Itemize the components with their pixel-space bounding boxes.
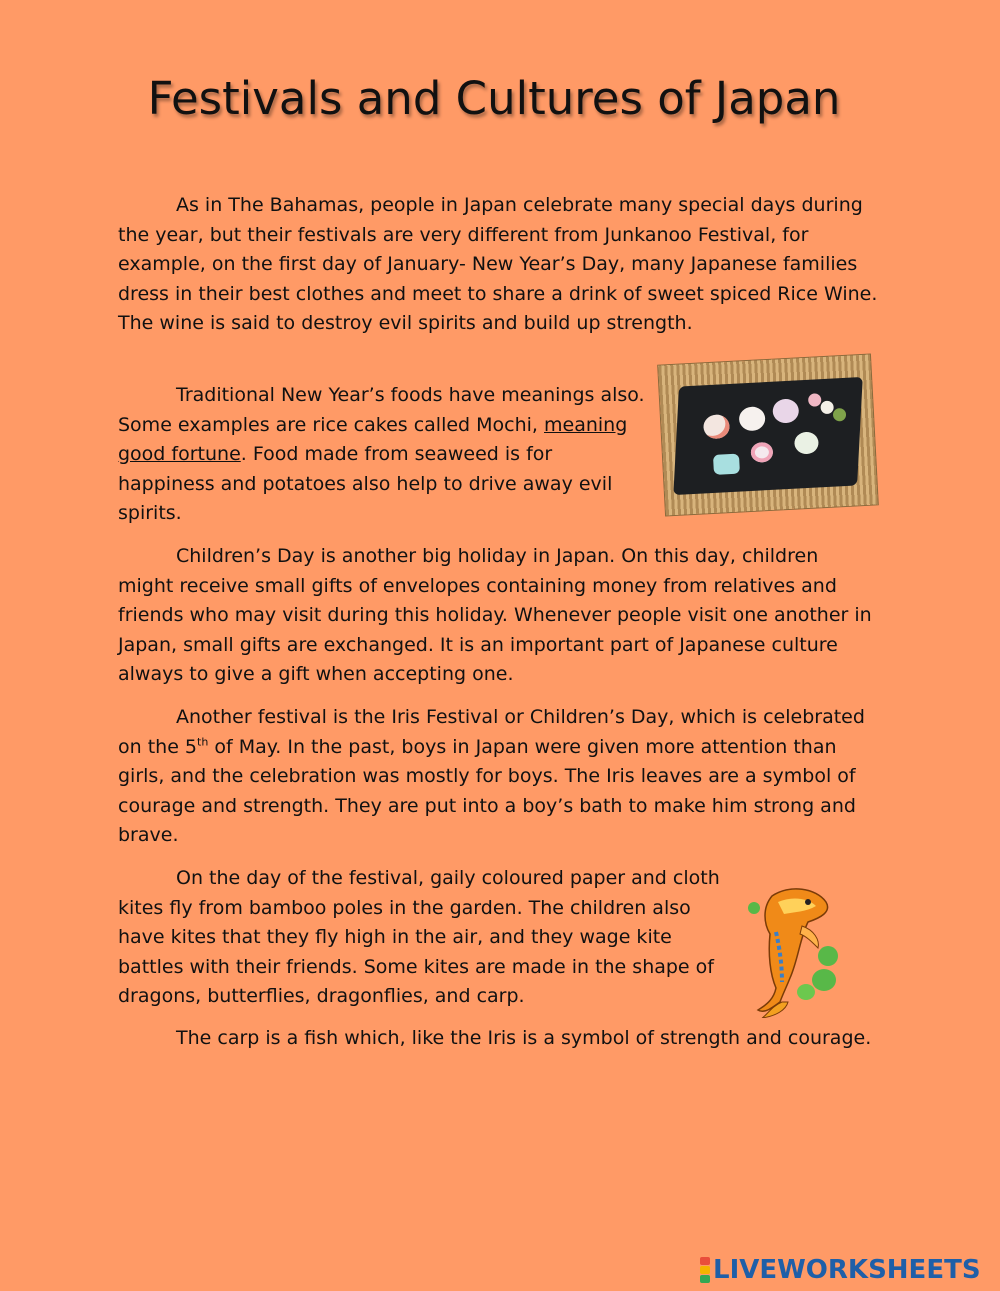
mochi-sweet: [713, 454, 740, 475]
paragraph-iris-festival: [118, 703, 878, 851]
logo-letter-block: [700, 1266, 710, 1274]
logo-letter-block: [700, 1275, 710, 1283]
mochi-photo: [658, 355, 878, 516]
logo-letter-block: [700, 1257, 710, 1265]
koi-eye: [805, 899, 811, 905]
lily-pad: [812, 969, 836, 991]
lily-pad: [818, 946, 838, 966]
paragraph-text: of May. In the past, boys in Japan were given more attention than girls, and the celebration was mostly for boys. The Iris leaves are a symbol of courage and strength. They are put into a boy’s bath to make him strong and brave.: [118, 735, 856, 846]
underlined-phrase: meaning good fortune: [118, 413, 628, 465]
paragraph-text: . Food made from seaweed is for happiness and potatoes also help to drive away evil spirits.: [118, 443, 613, 524]
liveworksheets-logo: [700, 1256, 981, 1284]
logo-text: LIVEWORKSHEETS: [713, 1255, 981, 1285]
paragraph-new-year: As in The Bahamas, people in Japan celebrate many special days during the year, but their festivals are very different from Junkanoo Festival, for example, on the first day of January- New Year’s Day, many Japanese families dress in their best clothes and meet to share a drink of sweet spiced Rice Wine. The wine is said to destroy evil spirits and build up strength.: [118, 194, 878, 334]
paragraph-childrens-day: Children’s Day is another big holiday in Japan. On this day, children might receive small gifts of envelopes containing money from relatives and friends who may visit during this holiday. Whenever people visit one another in Japan, small gifts are exchanged. It is an important part of Japanese culture always to give a gift when accepting one.: [118, 545, 872, 685]
paragraph-kites: On the day of the festival, gaily coloured paper and cloth kites fly from bamboo poles in the garden. The children also have kites that they fly high in the air, and they wage kite battles with their friends. Some kites are made in the shape of dragons, butterflies, dragonflies, and carp.: [118, 867, 720, 1007]
logo-mark-icon: [700, 1257, 710, 1283]
paragraph-text: Traditional New Year’s foods have meanings also. Some examples are rice cakes called Mochi,: [118, 384, 645, 436]
lily-pad: [797, 984, 815, 1000]
paragraph-carp: The carp is a fish which, like the Iris is a symbol of strength and courage.: [176, 1027, 872, 1049]
koi-fish-illustration: [742, 878, 842, 1018]
paragraph-new-year-foods: [118, 381, 648, 529]
ordinal-suffix: th: [197, 735, 209, 749]
lily-pad: [748, 902, 760, 914]
page-title: Festivals and Cultures of Japan: [147, 72, 841, 125]
paragraph-text: Another festival is the Iris Festival or Children’s Day, which is celebrated on the 5: [118, 706, 865, 758]
black-tray: [673, 377, 862, 495]
